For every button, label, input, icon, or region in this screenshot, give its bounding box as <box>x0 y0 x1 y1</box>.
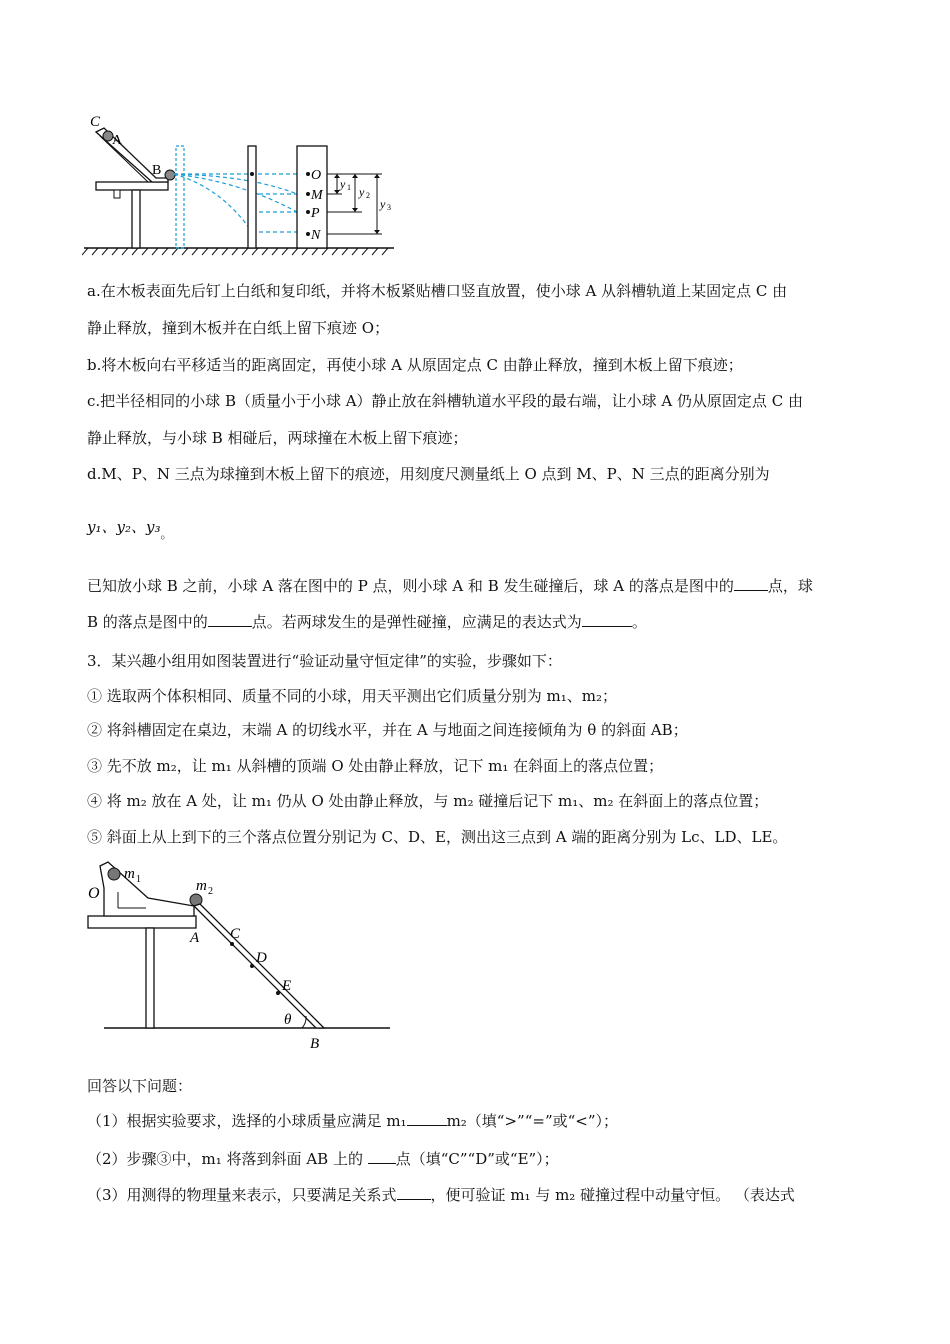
label-C: C <box>90 114 101 130</box>
step-c-line2: 静止释放，与小球 B 相碰后，两球撞在木板上留下痕迹； <box>87 429 468 447</box>
ask-2a: B 的落点是图中的 <box>87 613 208 631</box>
label-theta: θ <box>284 1012 292 1028</box>
label-A: A <box>190 930 200 946</box>
step-d-vars-text: y₁、y₂、y₃ <box>87 518 161 536</box>
ask-line2 <box>87 611 647 633</box>
label-y2: y <box>359 185 365 199</box>
label-y3-sub: 3 <box>387 203 391 212</box>
step-a-line1: a.在木板表面先后钉上白纸和复印纸，并将木板紧贴槽口竖直放置，使小球 A 从斜槽轨道上某固定点 C 由 <box>87 282 788 300</box>
label-N: N <box>311 228 321 243</box>
answer-blank-point[interactable] <box>368 1149 396 1164</box>
answer-2 <box>87 1148 559 1170</box>
q3-step2: ② 将斜槽固定在桌边，末端 A 的切线水平，并在 A 与地面之间连接倾角为 θ 的斜面 AB； <box>87 721 688 739</box>
step-d-vars <box>87 516 172 545</box>
label-B: B <box>152 163 162 178</box>
label-D: D <box>256 950 267 966</box>
answer-blank-B-point[interactable] <box>208 612 252 627</box>
answer-3 <box>87 1184 795 1206</box>
label-m1: m <box>124 866 135 882</box>
step-a-line2: 静止释放，撞到木板并在白纸上留下痕迹 O； <box>87 319 390 337</box>
answer-3-post: ，便可验证 m₁ 与 m₂ 碰撞过程中动量守恒。 （表达式 <box>430 1186 795 1204</box>
answer-blank-A-point[interactable] <box>734 576 768 591</box>
q3-step4: ④ 将 m₂ 放在 A 处，让 m₁ 仍从 O 处由静止释放，与 m₂ 碰撞后记下 m₁、m₂ 在斜面上的落点位置； <box>87 792 769 810</box>
label-y2-sub: 2 <box>366 191 370 200</box>
answer-intro: 回答以下问题： <box>87 1077 193 1095</box>
answer-1-pre: （1）根据实验要求，选择的小球质量应满足 m₁ <box>87 1112 407 1130</box>
answer-1 <box>87 1110 618 1132</box>
q3-step3: ③ 先不放 m₂，让 m₁ 从斜槽的顶端 O 处由静止释放，记下 m₁ 在斜面上的落点位置； <box>87 757 664 775</box>
label-y1-sub: 1 <box>347 183 351 192</box>
ask-1a: 已知放小球 B 之前，小球 A 落在图中的 P 点，则小球 A 和 B 发生碰撞后，球 A 的落点是图中的 <box>87 577 734 595</box>
q3-step1: ① 选取两个体积相同、质量不同的小球，用天平测出它们质量分别为 m₁、m₂； <box>87 687 618 705</box>
ask-2c: 。 <box>631 613 647 631</box>
answer-blank-expression[interactable] <box>582 612 632 627</box>
label-O: O <box>311 168 322 183</box>
answer-2-post: 点（填“C”“D”或“E”）； <box>395 1150 559 1168</box>
label-M: M <box>311 188 323 203</box>
step-d-end: 。 <box>160 527 173 541</box>
figure-incline <box>84 858 394 1058</box>
answer-blank-mass[interactable] <box>407 1111 447 1126</box>
label-y3: y <box>380 197 386 211</box>
label-P: P <box>311 206 320 221</box>
figure-collision-board <box>82 108 402 258</box>
ask-2b: 点。若两球发生的是弹性碰撞，应满足的表达式为 <box>251 613 582 631</box>
label-A: A <box>112 133 123 148</box>
label-m1-sub: 1 <box>136 874 141 885</box>
label-C: C <box>230 926 241 942</box>
answer-3-pre: （3）用测得的物理量来表示，只要满足关系式 <box>87 1186 397 1204</box>
label-O: O <box>88 885 100 902</box>
step-d: d.M、P、N 三点为球撞到木板上留下的痕迹，用刻度尺测量纸上 O 点到 M、P、N 三点的距离分别为 <box>87 465 770 483</box>
q3-title: 3．某兴趣小组用如图装置进行“验证动量守恒定律”的实验，步骤如下： <box>87 652 562 670</box>
label-B: B <box>310 1036 320 1052</box>
step-b: b.将木板向右平移适当的距离固定，再使小球 A 从原固定点 C 由静止释放，撞到木板上留下痕迹； <box>87 356 743 374</box>
answer-2-pre: （2）步骤③中，m₁ 将落到斜面 AB 上的 <box>87 1150 368 1168</box>
label-m2-sub: 2 <box>208 886 213 897</box>
answer-1-post: m₂（填“>”“=”或“<”）； <box>446 1112 619 1130</box>
label-m2: m <box>196 878 207 894</box>
step-c-line1: c.把半径相同的小球 B（质量小于小球 A）静止放在斜槽轨道水平段的最右端，让小球 A 仍从原固定点 C 由 <box>87 392 803 410</box>
ask-line1 <box>87 575 813 597</box>
answer-blank-relation[interactable] <box>397 1185 431 1200</box>
label-y1: y <box>340 177 346 191</box>
q3-step5: ⑤ 斜面上从上到下的三个落点位置分别记为 C、D、E，测出这三点到 A 端的距离分别为 Lc、LD、LE。 <box>87 828 788 846</box>
label-E: E <box>282 978 292 994</box>
ask-1b: 点，球 <box>767 577 813 595</box>
